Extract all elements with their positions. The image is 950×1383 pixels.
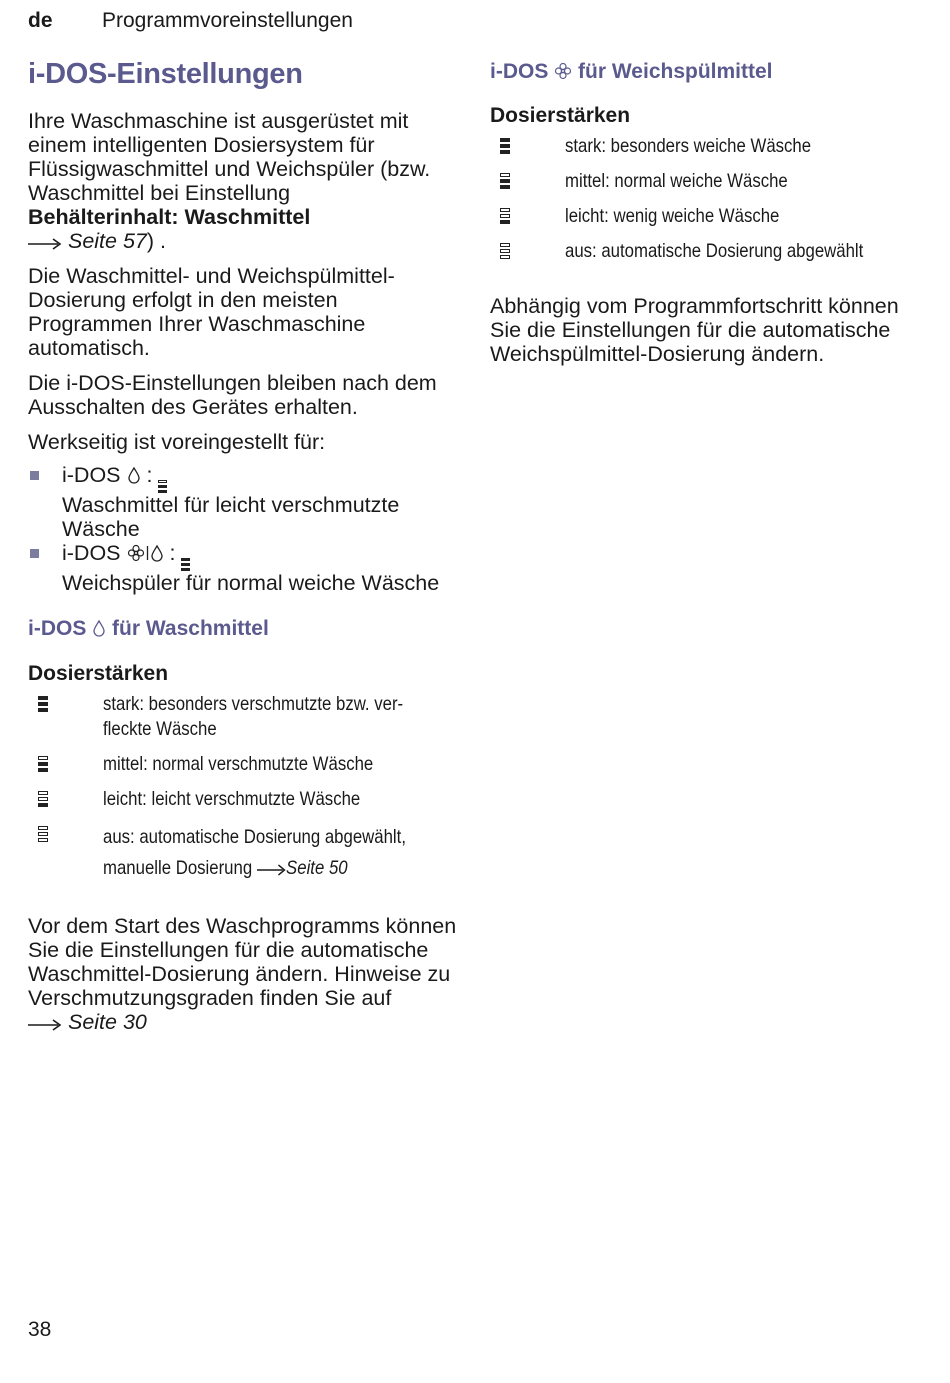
detergent-note: Vor dem Start des Waschprogramms können Sie die Einstellungen für die automatische Waschmittel-Dosierung ändern. Hinweise zu Verschmutzungsgraden finden Sie auf Seite 30 (28, 914, 457, 1034)
dosing-level-list (28, 692, 458, 884)
dosing-level-strong: stark: besonders weiche Wäsche (490, 134, 930, 159)
arrow-right-icon (257, 864, 286, 876)
link-page-50[interactable]: Seite 50 (286, 857, 348, 879)
paragraph-defaults: Werkseitig ist voreingestellt für: (28, 430, 326, 454)
page-number: 38 (28, 1318, 52, 1341)
arrow-right-icon (28, 238, 62, 250)
dosing-level-list (490, 134, 930, 264)
link-page-30[interactable]: Seite 30 (67, 1010, 147, 1034)
section-title-detergent: i-DOS für Waschmittel (28, 617, 269, 640)
dosing-strength-heading: Dosierstärken (490, 104, 631, 127)
dosing-level-off: aus: automatische Dosierung abgewählt (490, 239, 930, 264)
section-title-softener: i-DOS für Weichspülmittel (490, 60, 773, 83)
intro-bold-setting: Behälterinhalt: Waschmittel (28, 205, 311, 229)
right-column (490, 60, 930, 377)
default-settings-list (28, 463, 458, 595)
header-title: Programmvoreinstellungen (102, 9, 353, 32)
flower-icon (554, 62, 572, 80)
list-item: i-DOS : Weichspüler für normal weiche Wäsche (28, 541, 458, 595)
dosing-level-icon (38, 756, 48, 772)
drop-icon (92, 619, 106, 637)
page-heading: i-DOS-Einstellungen (28, 58, 303, 90)
link-page-57[interactable]: Seite 57 (67, 229, 147, 253)
drop-icon (150, 544, 164, 562)
softener-note: Abhängig vom Programmfortschritt können Sie die Einstellungen für die automatische Weichspülmittel-Dosierung ändern. (490, 294, 899, 366)
bullet-text: Waschmittel für leicht verschmutzte Wäsche (62, 493, 400, 541)
drop-icon (127, 466, 141, 484)
dosing-level-medium: mittel: normal weiche Wäsche (490, 169, 930, 194)
dosing-level-off: aus: automatische Dosierung abgewählt, manuelle Dosierung Seite 50 (28, 822, 458, 884)
flower-icon (127, 544, 145, 562)
dosing-level-icon (500, 208, 510, 224)
paragraph-retention: Die i-DOS-Einstellungen bleiben nach dem Ausschalten des Gerätes erhalten. (28, 371, 437, 419)
dosing-level-icon (181, 558, 190, 572)
dosing-strength-heading: Dosierstärken (28, 662, 169, 685)
arrow-right-icon (28, 1019, 62, 1031)
paragraph-dosing: Die Waschmittel- und Weichspülmittel-Dosierung erfolgt in den meisten Programmen Ihrer Waschmaschine automatisch. (28, 264, 395, 360)
intro-paragraph (28, 109, 458, 253)
bullet-square (30, 471, 39, 480)
bullet-square (30, 549, 39, 558)
bullet-text: Weichspüler für normal weiche Wäsche (62, 571, 440, 595)
list-item: i-DOS : Waschmittel für leicht verschmutzte Wäsche (28, 463, 458, 541)
intro-text: Ihre Waschmaschine ist ausgerüstet mit einem intelligenten Dosiersystem für Flüssigwaschmittel und Weichspüler (bzw. Waschmittel bei Einstellung (28, 109, 431, 205)
dosing-level-icon (500, 138, 510, 154)
dosing-level-icon (38, 826, 48, 842)
header-language: de (28, 9, 53, 32)
dosing-level-icon (38, 696, 48, 712)
dosing-level-medium: mittel: normal verschmutzte Wäsche (28, 752, 458, 777)
dosing-level-strong: stark: besonders verschmutzte bzw. ver- fleckte Wäsche (28, 692, 458, 742)
dosing-level-icon (158, 480, 167, 494)
dosing-level-light: leicht: leicht verschmutzte Wäsche (28, 787, 458, 812)
dosing-level-icon (500, 173, 510, 189)
dosing-level-icon (500, 243, 510, 259)
dosing-level-light: leicht: wenig weiche Wäsche (490, 204, 930, 229)
dosing-level-icon (38, 791, 48, 807)
bullet-prefix: i-DOS (62, 463, 121, 487)
intro-tail: ) . (146, 229, 166, 253)
bullet-prefix: i-DOS (62, 541, 121, 565)
left-column (28, 58, 458, 1045)
